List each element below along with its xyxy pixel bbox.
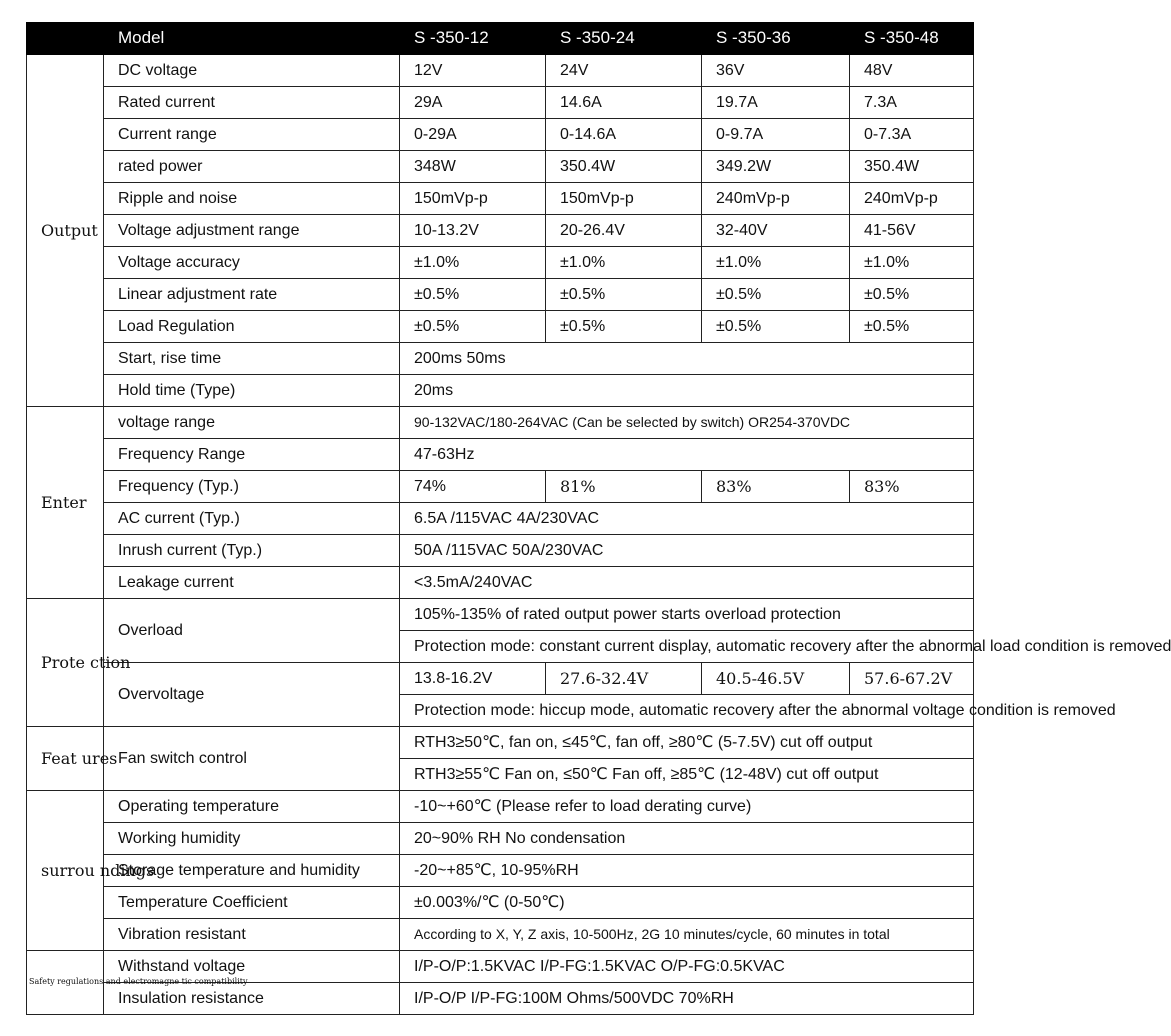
table-row xyxy=(27,247,974,279)
table-row xyxy=(27,407,974,439)
table-row xyxy=(27,215,974,247)
cell: ±1.0% xyxy=(546,247,702,279)
table-row xyxy=(27,503,974,535)
table-row xyxy=(27,151,974,183)
cell: 14.6A xyxy=(546,87,702,119)
row-label: DC voltage xyxy=(104,55,400,87)
cell: 13.8-16.2V xyxy=(400,663,546,695)
cell: 0-7.3A xyxy=(850,119,974,151)
table-row xyxy=(27,663,974,695)
table-row xyxy=(27,951,974,983)
section-output: Output xyxy=(27,55,104,407)
cell: ±1.0% xyxy=(850,247,974,279)
cell: 40.5-46.5V xyxy=(702,663,850,695)
note-cell: Protection mode: constant current display, automatic recovery after the abnormal load condition is removed xyxy=(400,631,974,663)
cell: 41-56V xyxy=(850,215,974,247)
row-label: Leakage current xyxy=(104,567,400,599)
cell: 83% xyxy=(850,471,974,503)
row-label: Overload xyxy=(104,599,400,663)
cell: 50A /115VAC 50A/230VAC xyxy=(400,535,974,567)
row-label: Hold time (Type) xyxy=(104,375,400,407)
row-label: Fan switch control xyxy=(104,727,400,791)
table-row xyxy=(27,727,974,759)
header-model-3: S -350-36 xyxy=(702,23,850,55)
table-row xyxy=(27,855,974,887)
cell: 19.7A xyxy=(702,87,850,119)
cell: 150mVp-p xyxy=(400,183,546,215)
row-label: AC current (Typ.) xyxy=(104,503,400,535)
cell: 90-132VAC/180-264VAC (Can be selected by switch) OR254-370VDC xyxy=(400,407,974,439)
cell: 10-13.2V xyxy=(400,215,546,247)
cell: -20~+85℃, 10-95%RH xyxy=(400,855,974,887)
section-enter: Enter xyxy=(27,407,104,599)
cell: ±0.5% xyxy=(702,279,850,311)
cell: 36V xyxy=(702,55,850,87)
cell: 6.5A /115VAC 4A/230VAC xyxy=(400,503,974,535)
row-label: Frequency Range xyxy=(104,439,400,471)
table-row xyxy=(27,311,974,343)
cell: ±0.5% xyxy=(400,311,546,343)
cell: 20~90% RH No condensation xyxy=(400,823,974,855)
row-label: Temperature Coefficient xyxy=(104,887,400,919)
row-label: voltage range xyxy=(104,407,400,439)
row-label: Frequency (Typ.) xyxy=(104,471,400,503)
cell: 24V xyxy=(546,55,702,87)
cell: 83% xyxy=(702,471,850,503)
table-row xyxy=(27,599,974,631)
header-blank xyxy=(27,23,104,55)
cell: 0-9.7A xyxy=(702,119,850,151)
section-safety: Safety regulations and electromagne tic compatibility xyxy=(27,951,104,1015)
cell: 0-29A xyxy=(400,119,546,151)
section-protection: Prote ction xyxy=(27,599,104,727)
row-label: rated power xyxy=(104,151,400,183)
cell: 240mVp-p xyxy=(850,183,974,215)
spec-table xyxy=(26,22,1171,1015)
note-cell: Protection mode: hiccup mode, automatic recovery after the abnormal voltage condition is removed xyxy=(400,695,974,727)
table-row xyxy=(27,87,974,119)
cell: 20ms xyxy=(400,375,974,407)
cell: RTH3≥50℃, fan on, ≤45℃, fan off, ≥80℃ (5-7.5V) cut off output xyxy=(400,727,974,759)
header-model-4: S -350-48 xyxy=(850,23,974,55)
cell: ±1.0% xyxy=(702,247,850,279)
row-label: Linear adjustment rate xyxy=(104,279,400,311)
cell: 240mVp-p xyxy=(702,183,850,215)
table-row xyxy=(27,375,974,407)
row-label: Ripple and noise xyxy=(104,183,400,215)
table-row xyxy=(27,887,974,919)
cell: ±0.5% xyxy=(850,311,974,343)
cell: -10~+60℃ (Please refer to load derating curve) xyxy=(400,791,974,823)
cell: 20-26.4V xyxy=(546,215,702,247)
row-label: Vibration resistant xyxy=(104,919,400,951)
header-model-2: S -350-24 xyxy=(546,23,702,55)
cell: I/P-O/P:1.5KVAC I/P-FG:1.5KVAC O/P-FG:0.5KVAC xyxy=(400,951,974,983)
table-row xyxy=(27,823,974,855)
row-label: Inrush current (Typ.) xyxy=(104,535,400,567)
cell: 105%-135% of rated output power starts overload protection xyxy=(400,599,974,631)
row-label: Insulation resistance xyxy=(104,983,400,1015)
table-row xyxy=(27,343,974,375)
row-label: Current range xyxy=(104,119,400,151)
row-label: Load Regulation xyxy=(104,311,400,343)
table-row xyxy=(27,983,974,1015)
cell: ±0.003%/℃ (0-50℃) xyxy=(400,887,974,919)
table-row xyxy=(27,535,974,567)
cell: I/P-O/P I/P-FG:100M Ohms/500VDC 70%RH xyxy=(400,983,974,1015)
cell: ±0.5% xyxy=(850,279,974,311)
row-label: Withstand voltage xyxy=(104,951,400,983)
cell: 57.6-67.2V xyxy=(850,663,974,695)
cell: ±0.5% xyxy=(546,279,702,311)
header-model-1: S -350-12 xyxy=(400,23,546,55)
cell: 48V xyxy=(850,55,974,87)
header-model-label: Model xyxy=(104,23,400,55)
cell: 47-63Hz xyxy=(400,439,974,471)
cell: 200ms 50ms xyxy=(400,343,974,375)
row-label: Voltage accuracy xyxy=(104,247,400,279)
row-label: Working humidity xyxy=(104,823,400,855)
cell: 74% xyxy=(400,471,546,503)
cell: 27.6-32.4V xyxy=(546,663,702,695)
cell: 350.4W xyxy=(546,151,702,183)
cell: 12V xyxy=(400,55,546,87)
cell: ±1.0% xyxy=(400,247,546,279)
table-row xyxy=(27,919,974,951)
section-features: Feat ures xyxy=(27,727,104,791)
table-row xyxy=(27,791,974,823)
cell: <3.5mA/240VAC xyxy=(400,567,974,599)
cell: ±0.5% xyxy=(400,279,546,311)
row-label: Storage temperature and humidity xyxy=(104,855,400,887)
header-row xyxy=(27,23,974,55)
cell: According to X, Y, Z axis, 10-500Hz, 2G 10 minutes/cycle, 60 minutes in total xyxy=(400,919,974,951)
table-row xyxy=(27,471,974,503)
cell: ±0.5% xyxy=(546,311,702,343)
cell: 348W xyxy=(400,151,546,183)
table-row xyxy=(27,279,974,311)
cell: 81% xyxy=(546,471,702,503)
row-label: Start, rise time xyxy=(104,343,400,375)
row-label: Operating temperature xyxy=(104,791,400,823)
cell: 350.4W xyxy=(850,151,974,183)
section-surroundings: surrou ndings xyxy=(27,791,104,951)
cell: 29A xyxy=(400,87,546,119)
cell: RTH3≥55℃ Fan on, ≤50℃ Fan off, ≥85℃ (12-48V) cut off output xyxy=(400,759,974,791)
cell: 349.2W xyxy=(702,151,850,183)
cell: 150mVp-p xyxy=(546,183,702,215)
row-label: Overvoltage xyxy=(104,663,400,727)
table-row xyxy=(27,567,974,599)
table-row xyxy=(27,55,974,87)
table-row xyxy=(27,119,974,151)
table-row xyxy=(27,439,974,471)
cell: 0-14.6A xyxy=(546,119,702,151)
cell: 32-40V xyxy=(702,215,850,247)
row-label: Voltage adjustment range xyxy=(104,215,400,247)
row-label: Rated current xyxy=(104,87,400,119)
table-row xyxy=(27,183,974,215)
cell: 7.3A xyxy=(850,87,974,119)
cell: ±0.5% xyxy=(702,311,850,343)
